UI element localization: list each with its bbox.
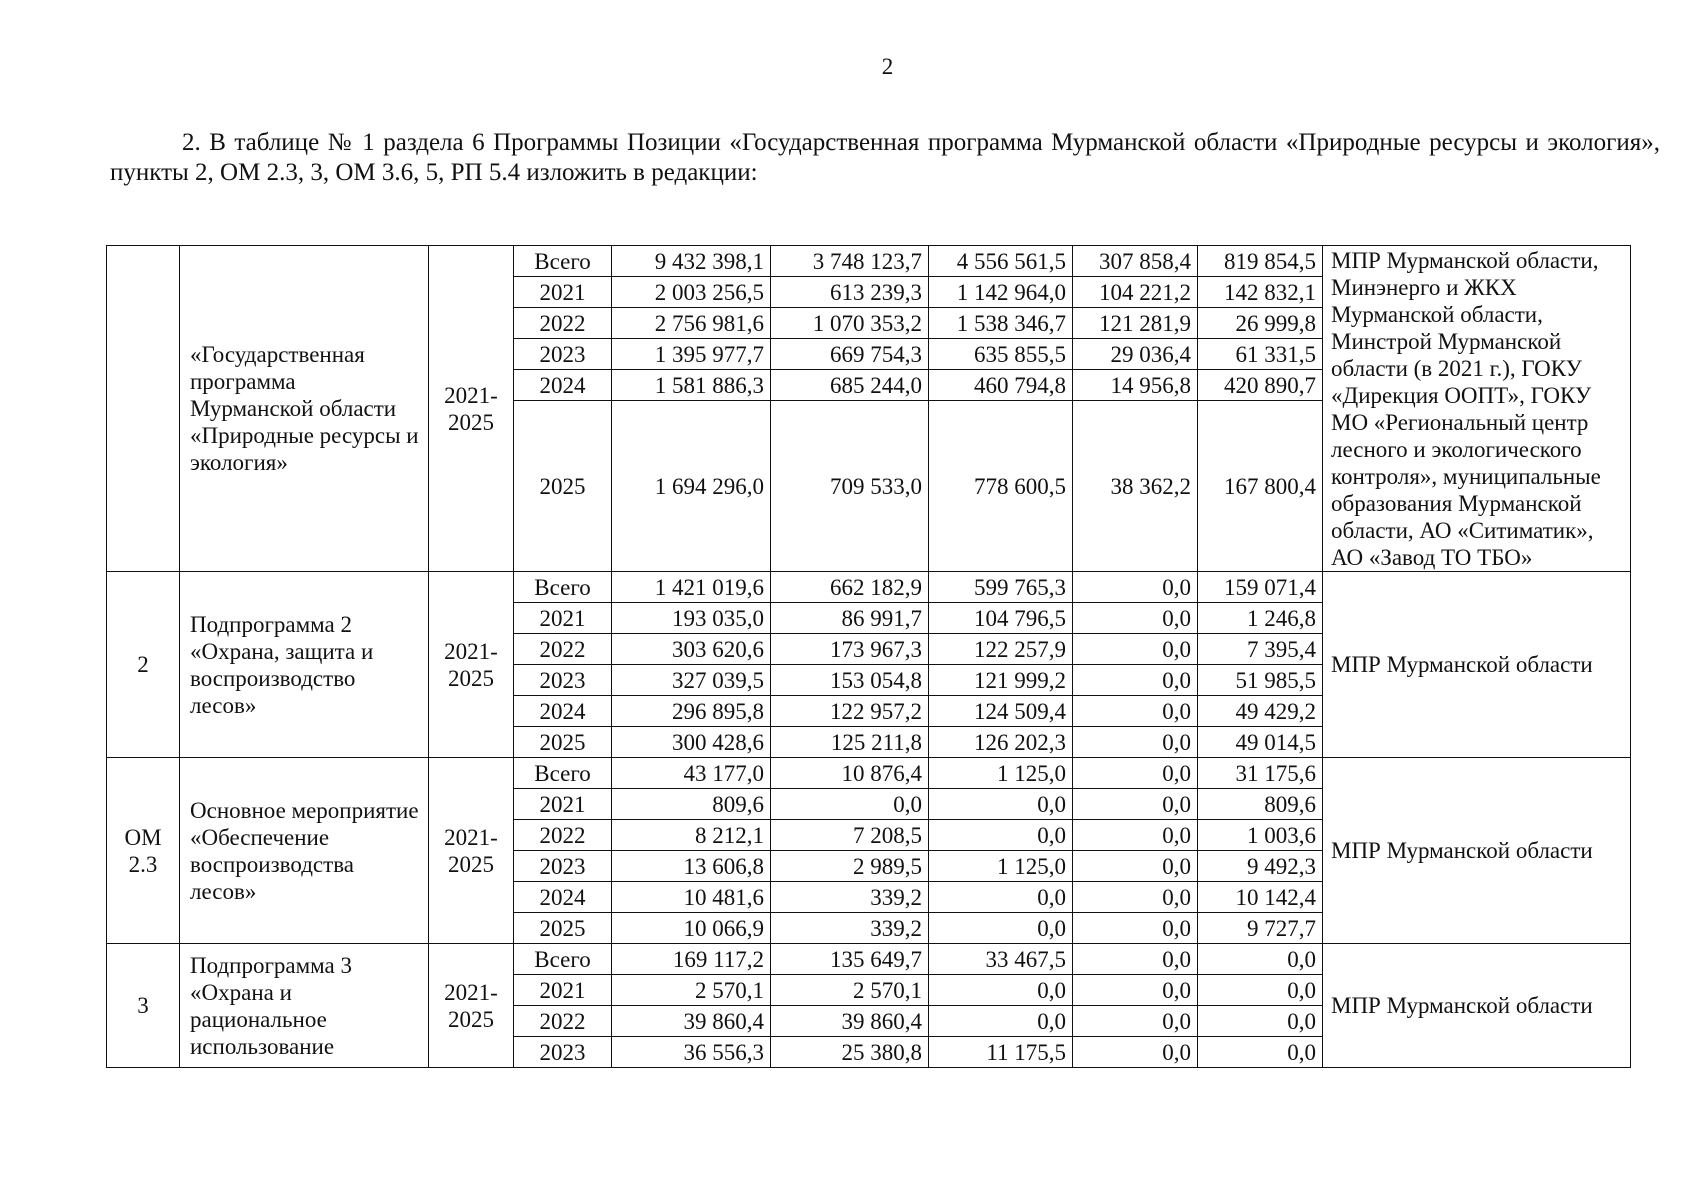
executor-cell: МПР Мурманской области xyxy=(1323,572,1631,758)
amount-cell: 13 606,8 xyxy=(612,851,771,882)
amount-cell: 709 533,0 xyxy=(771,401,929,572)
amount-cell: 49 014,5 xyxy=(1198,727,1323,758)
amount-cell: 0,0 xyxy=(1073,975,1198,1006)
amount-cell: 4 556 561,5 xyxy=(929,246,1073,277)
table-row xyxy=(107,944,1631,975)
year-cell: 2025 xyxy=(514,401,612,572)
amount-cell: 3 748 123,7 xyxy=(771,246,929,277)
amount-cell: 778 600,5 xyxy=(929,401,1073,572)
amount-cell: 669 754,3 xyxy=(771,339,929,370)
year-cell: Всего xyxy=(514,758,612,789)
amount-cell: 7 208,5 xyxy=(771,820,929,851)
amount-cell: 121 999,2 xyxy=(929,665,1073,696)
amount-cell: 14 956,8 xyxy=(1073,370,1198,401)
amount-cell: 809,6 xyxy=(1198,789,1323,820)
item-period: 2021-2025 xyxy=(429,572,514,758)
amount-cell: 0,0 xyxy=(1198,1006,1323,1037)
executor-cell: МПР Мурманской области xyxy=(1323,944,1631,1068)
amount-cell: 0,0 xyxy=(929,1006,1073,1037)
year-cell: 2023 xyxy=(514,1037,612,1068)
amount-cell: 8 212,1 xyxy=(612,820,771,851)
amount-cell: 9 432 398,1 xyxy=(612,246,771,277)
amount-cell: 33 467,5 xyxy=(929,944,1073,975)
item-period: 2021-2025 xyxy=(429,758,514,944)
amount-cell: 1 003,6 xyxy=(1198,820,1323,851)
amount-cell: 1 125,0 xyxy=(929,851,1073,882)
year-cell: 2024 xyxy=(514,370,612,401)
amount-cell: 31 175,6 xyxy=(1198,758,1323,789)
intro-text: 2. В таблице № 1 раздела 6 Программы Позиции «Государственная программа Мурманской области «Природные ресурсы и экология», пункты 2, ОМ 2.3, 3, ОМ 3.6, 5, РП 5.4 изложить в редакции: xyxy=(110,129,1660,186)
amount-cell: 0,0 xyxy=(1073,572,1198,603)
intro-paragraph xyxy=(110,128,1660,188)
amount-cell: 36 556,3 xyxy=(612,1037,771,1068)
year-cell: 2021 xyxy=(514,975,612,1006)
amount-cell: 635 855,5 xyxy=(929,339,1073,370)
amount-cell: 0,0 xyxy=(929,820,1073,851)
amount-cell: 0,0 xyxy=(1073,603,1198,634)
amount-cell: 121 281,9 xyxy=(1073,308,1198,339)
amount-cell: 124 509,4 xyxy=(929,696,1073,727)
item-period: 2021-2025 xyxy=(429,944,514,1068)
amount-cell: 1 538 346,7 xyxy=(929,308,1073,339)
year-cell: 2023 xyxy=(514,339,612,370)
year-cell: Всего xyxy=(514,572,612,603)
amount-cell: 126 202,3 xyxy=(929,727,1073,758)
amount-cell: 0,0 xyxy=(1073,727,1198,758)
amount-cell: 10 876,4 xyxy=(771,758,929,789)
page-number: 2 xyxy=(881,54,894,79)
amount-cell: 0,0 xyxy=(929,789,1073,820)
amount-cell: 38 362,2 xyxy=(1073,401,1198,572)
amount-cell: 61 331,5 xyxy=(1198,339,1323,370)
amount-cell: 613 239,3 xyxy=(771,277,929,308)
amount-cell: 2 570,1 xyxy=(771,975,929,1006)
table-row xyxy=(107,572,1631,603)
amount-cell: 339,2 xyxy=(771,913,929,944)
table-row xyxy=(107,246,1631,277)
amount-cell: 420 890,7 xyxy=(1198,370,1323,401)
amount-cell: 0,0 xyxy=(1198,1037,1323,1068)
amount-cell: 25 380,8 xyxy=(771,1037,929,1068)
amount-cell: 0,0 xyxy=(1198,975,1323,1006)
item-period: 2021-2025 xyxy=(429,246,514,572)
amount-cell: 1 142 964,0 xyxy=(929,277,1073,308)
year-cell: 2021 xyxy=(514,789,612,820)
year-cell: 2022 xyxy=(514,820,612,851)
amount-cell: 39 860,4 xyxy=(612,1006,771,1037)
amount-cell: 339,2 xyxy=(771,882,929,913)
amount-cell: 7 395,4 xyxy=(1198,634,1323,665)
amount-cell: 0,0 xyxy=(1073,1006,1198,1037)
year-cell: 2025 xyxy=(514,727,612,758)
year-cell: 2023 xyxy=(514,665,612,696)
amount-cell: 135 649,7 xyxy=(771,944,929,975)
amount-cell: 104 796,5 xyxy=(929,603,1073,634)
amount-cell: 0,0 xyxy=(1073,820,1198,851)
amount-cell: 1 070 353,2 xyxy=(771,308,929,339)
amount-cell: 0,0 xyxy=(771,789,929,820)
amount-cell: 169 117,2 xyxy=(612,944,771,975)
year-cell: 2024 xyxy=(514,696,612,727)
amount-cell: 0,0 xyxy=(1073,882,1198,913)
executor-cell: МПР Мурманской области, Минэнерго и ЖКХ Мурманской области, Минстрой Мурманской области (в 2021 г.), ГОКУ «Дирекция ООПТ», ГОКУ МО «Региональный центр лесного и экологического контроля», муниципальные образования Мурманской области, АО «Ситиматик», АО «Завод ТО ТБО» xyxy=(1323,246,1631,572)
amount-cell: 2 756 981,6 xyxy=(612,308,771,339)
amount-cell: 0,0 xyxy=(1073,944,1198,975)
amount-cell: 193 035,0 xyxy=(612,603,771,634)
item-code: ОМ 2.3 xyxy=(107,758,180,944)
amount-cell: 10 481,6 xyxy=(612,882,771,913)
item-code xyxy=(107,246,180,572)
table-row xyxy=(107,758,1631,789)
amount-cell: 0,0 xyxy=(1073,789,1198,820)
amount-cell: 303 620,6 xyxy=(612,634,771,665)
amount-cell: 300 428,6 xyxy=(612,727,771,758)
amount-cell: 122 257,9 xyxy=(929,634,1073,665)
item-title: «Государственная программа Мурманской области «Природные ресурсы и экология» xyxy=(180,246,429,572)
amount-cell: 10 066,9 xyxy=(612,913,771,944)
amount-cell: 43 177,0 xyxy=(612,758,771,789)
year-cell: 2023 xyxy=(514,851,612,882)
amount-cell: 0,0 xyxy=(1073,851,1198,882)
amount-cell: 0,0 xyxy=(1073,1037,1198,1068)
amount-cell: 159 071,4 xyxy=(1198,572,1323,603)
year-cell: 2021 xyxy=(514,277,612,308)
amount-cell: 1 246,8 xyxy=(1198,603,1323,634)
item-code: 2 xyxy=(107,572,180,758)
amount-cell: 1 421 019,6 xyxy=(612,572,771,603)
amount-cell: 2 989,5 xyxy=(771,851,929,882)
amount-cell: 9 727,7 xyxy=(1198,913,1323,944)
item-title: Подпрограмма 3 «Охрана и рациональное использование xyxy=(180,944,429,1068)
amount-cell: 26 999,8 xyxy=(1198,308,1323,339)
year-cell: 2022 xyxy=(514,308,612,339)
amount-cell: 122 957,2 xyxy=(771,696,929,727)
item-code: 3 xyxy=(107,944,180,1068)
executor-cell: МПР Мурманской области xyxy=(1323,758,1631,944)
amount-cell: 327 039,5 xyxy=(612,665,771,696)
amount-cell: 173 967,3 xyxy=(771,634,929,665)
amount-cell: 86 991,7 xyxy=(771,603,929,634)
amount-cell: 11 175,5 xyxy=(929,1037,1073,1068)
amount-cell: 153 054,8 xyxy=(771,665,929,696)
amount-cell: 0,0 xyxy=(1073,758,1198,789)
year-cell: 2024 xyxy=(514,882,612,913)
amount-cell: 0,0 xyxy=(929,913,1073,944)
amount-cell: 142 832,1 xyxy=(1198,277,1323,308)
amount-cell: 599 765,3 xyxy=(929,572,1073,603)
amount-cell: 0,0 xyxy=(1073,913,1198,944)
amount-cell: 0,0 xyxy=(1073,634,1198,665)
amount-cell: 819 854,5 xyxy=(1198,246,1323,277)
amount-cell: 29 036,4 xyxy=(1073,339,1198,370)
amount-cell: 0,0 xyxy=(1198,944,1323,975)
amount-cell: 460 794,8 xyxy=(929,370,1073,401)
year-cell: 2021 xyxy=(514,603,612,634)
amount-cell: 296 895,8 xyxy=(612,696,771,727)
budget-table xyxy=(106,245,1631,1068)
amount-cell: 125 211,8 xyxy=(771,727,929,758)
year-cell: 2022 xyxy=(514,634,612,665)
year-cell: 2025 xyxy=(514,913,612,944)
amount-cell: 0,0 xyxy=(929,882,1073,913)
amount-cell: 49 429,2 xyxy=(1198,696,1323,727)
amount-cell: 2 570,1 xyxy=(612,975,771,1006)
amount-cell: 685 244,0 xyxy=(771,370,929,401)
amount-cell: 1 694 296,0 xyxy=(612,401,771,572)
year-cell: Всего xyxy=(514,246,612,277)
amount-cell: 51 985,5 xyxy=(1198,665,1323,696)
amount-cell: 307 858,4 xyxy=(1073,246,1198,277)
amount-cell: 809,6 xyxy=(612,789,771,820)
item-title: Подпрограмма 2 «Охрана, защита и воспроизводство лесов» xyxy=(180,572,429,758)
year-cell: 2022 xyxy=(514,1006,612,1037)
amount-cell: 9 492,3 xyxy=(1198,851,1323,882)
amount-cell: 1 581 886,3 xyxy=(612,370,771,401)
item-title: Основное мероприятие «Обеспечение воспроизводства лесов» xyxy=(180,758,429,944)
amount-cell: 104 221,2 xyxy=(1073,277,1198,308)
amount-cell: 662 182,9 xyxy=(771,572,929,603)
amount-cell: 1 395 977,7 xyxy=(612,339,771,370)
amount-cell: 1 125,0 xyxy=(929,758,1073,789)
amount-cell: 0,0 xyxy=(929,975,1073,1006)
amount-cell: 2 003 256,5 xyxy=(612,277,771,308)
amount-cell: 10 142,4 xyxy=(1198,882,1323,913)
amount-cell: 0,0 xyxy=(1073,665,1198,696)
amount-cell: 167 800,4 xyxy=(1198,401,1323,572)
year-cell: Всего xyxy=(514,944,612,975)
amount-cell: 0,0 xyxy=(1073,696,1198,727)
amount-cell: 39 860,4 xyxy=(771,1006,929,1037)
